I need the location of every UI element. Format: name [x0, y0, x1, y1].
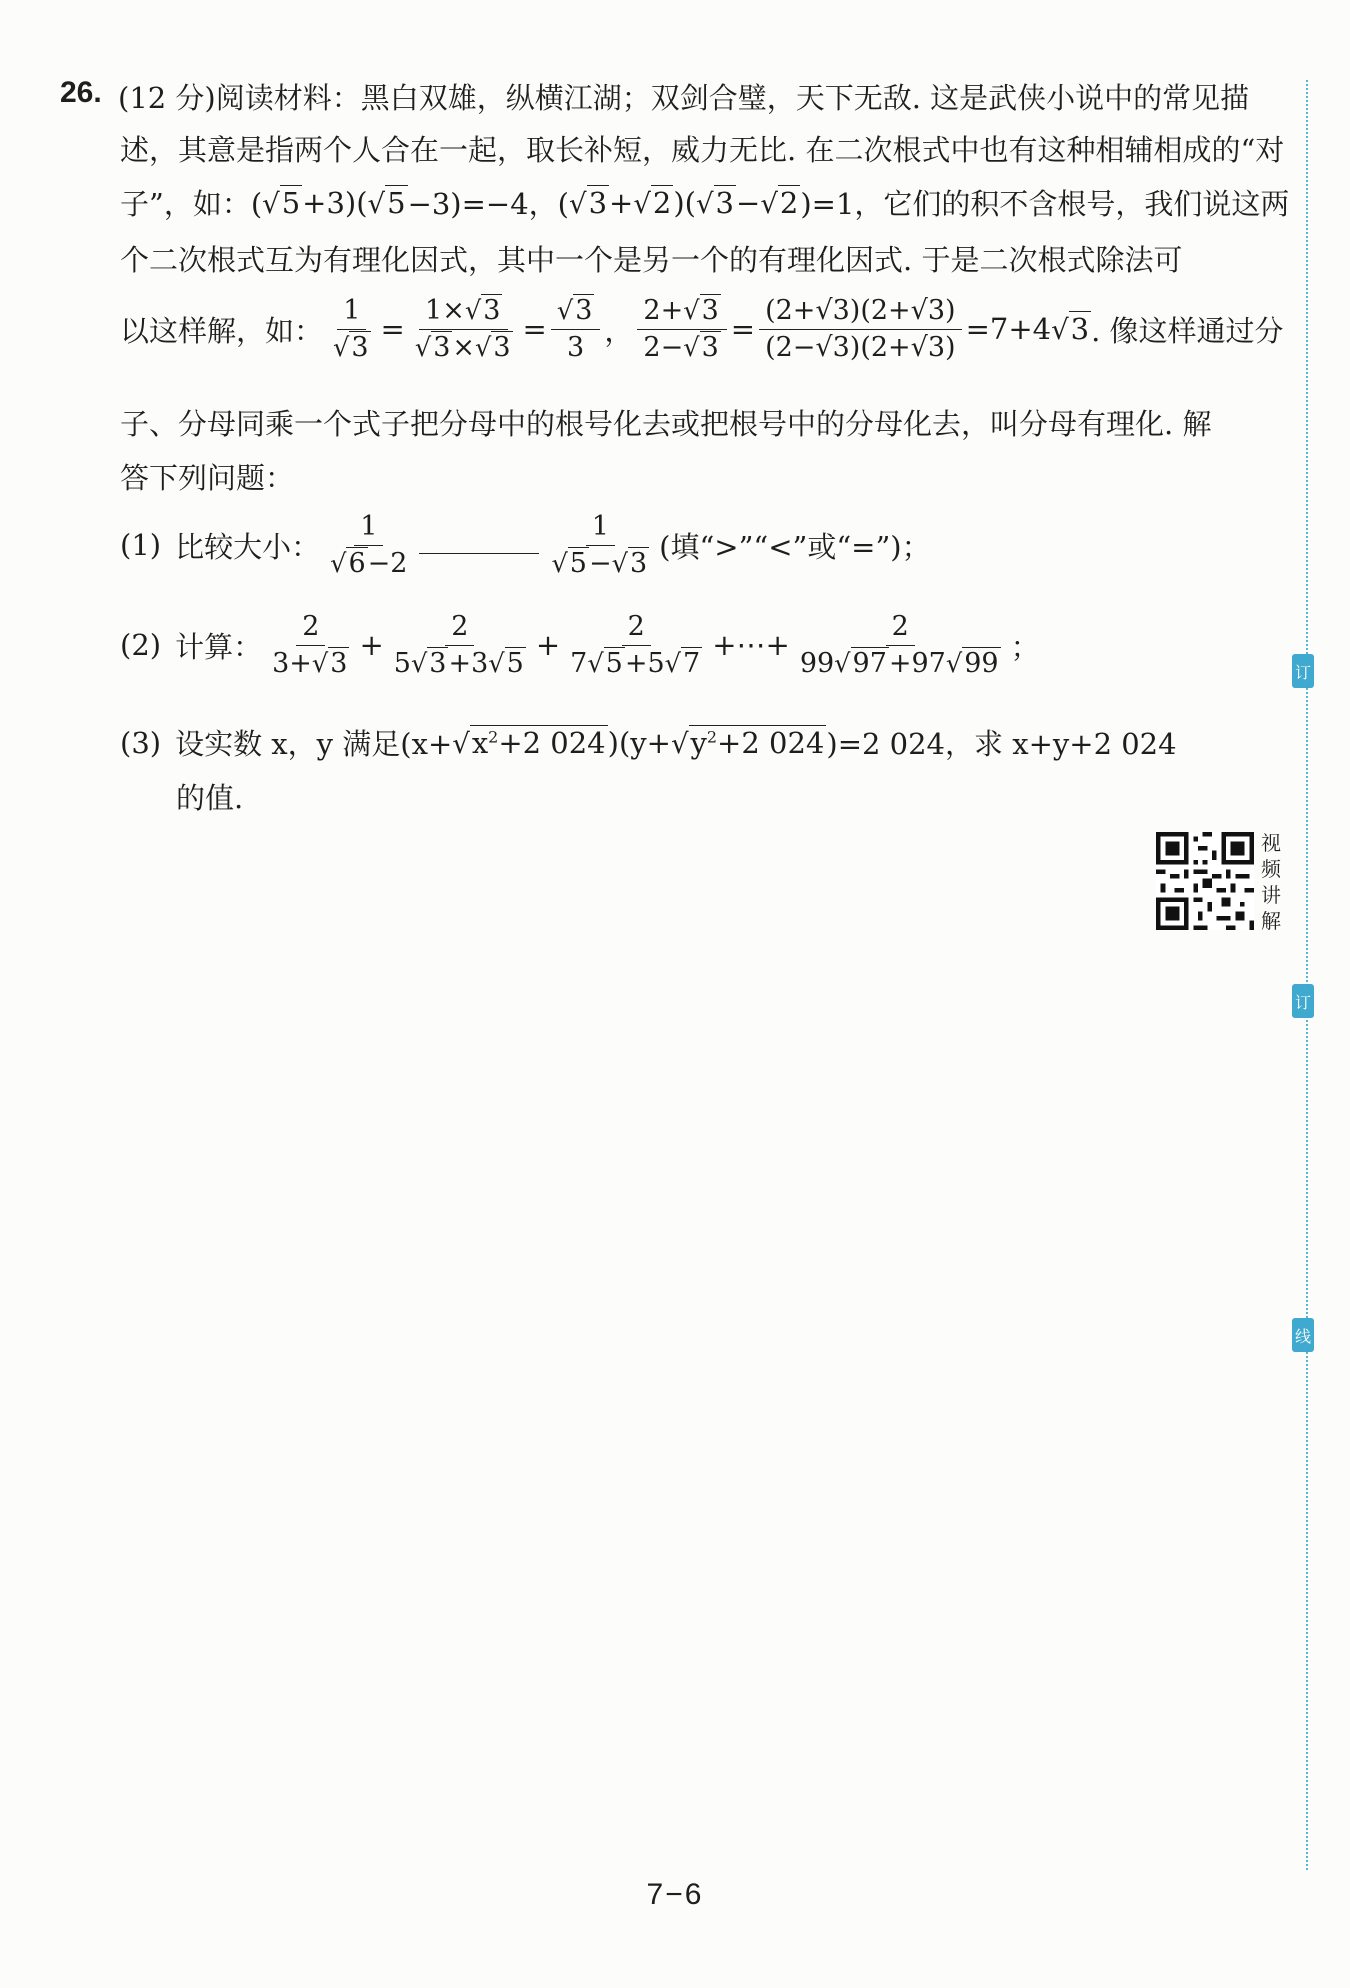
denominator: 7√5+5√7	[570, 647, 701, 679]
qr-caption	[1258, 830, 1284, 934]
comma: ，	[604, 313, 634, 348]
radicand: 2	[652, 185, 672, 220]
side-tab: 线	[1292, 1318, 1314, 1352]
part-label: (2)	[120, 628, 162, 663]
fraction	[324, 512, 413, 578]
part-1	[120, 512, 1276, 578]
part-3	[120, 722, 1276, 763]
qr-caption-char: 频	[1261, 857, 1281, 881]
plus: +	[359, 628, 384, 663]
fraction	[545, 512, 655, 578]
sqrt-expr: √2	[633, 185, 672, 220]
side-tab: 订	[1292, 654, 1314, 688]
fraction	[637, 296, 726, 362]
text: )=2 024，求 x+y+2 024	[826, 727, 1177, 761]
example-line	[120, 295, 1284, 363]
equals: =	[380, 312, 405, 347]
radicand: 3	[588, 185, 608, 220]
numerator: 2	[296, 612, 325, 646]
equals: =	[522, 312, 547, 347]
intro-line-3	[120, 182, 1290, 223]
qr-caption-char: 解	[1261, 909, 1281, 933]
radicand: 2	[779, 185, 799, 220]
denominator: (2−√3)(2+√3)	[765, 331, 956, 363]
text: −3)=−4，(	[407, 187, 569, 221]
radicand: 5	[387, 185, 406, 220]
sqrt-expr: $√x^2+2$ 024	[452, 725, 606, 760]
text: )=1，它们的积不含根号，我们说这两	[800, 187, 1290, 221]
text: 以这样解，如：	[120, 313, 324, 348]
page-number: 7−6	[646, 1878, 704, 1911]
sqrt-expr: √3	[1051, 312, 1090, 347]
sqrt-expr: √5	[262, 185, 301, 220]
answer-blank[interactable]	[419, 553, 539, 554]
denominator: √3×√3	[414, 331, 511, 363]
fraction	[759, 296, 962, 362]
radicand: 3	[715, 185, 734, 220]
side-tab: 订	[1292, 984, 1314, 1018]
sqrt-expr: √3	[569, 185, 608, 220]
intro-line-6: 子、分母同乘一个式子把分母中的根号化去或把根号中的分母化去，叫分母有理化. 解	[120, 407, 1212, 441]
numerator: √3	[551, 296, 601, 330]
numerator: 2	[445, 612, 474, 646]
text: )(	[673, 185, 696, 220]
fraction	[794, 612, 1007, 678]
text: 子”，如：(	[120, 187, 263, 221]
fraction	[388, 612, 532, 678]
question-number: 26.	[60, 76, 102, 109]
sqrt-expr: $√y^2+2$ 024	[670, 725, 825, 760]
text: −	[736, 185, 761, 220]
text: )(y+	[607, 725, 671, 760]
part-2	[120, 612, 1276, 678]
qr-caption-char: 讲	[1261, 883, 1281, 907]
numerator: 1	[586, 512, 615, 546]
intro-line-1: (12 分)阅读材料：黑白双雄，纵横江湖；双剑合璧，天下无敌. 这是武侠小说中的常见描	[118, 81, 1250, 115]
ellipsis: +⋯+	[712, 628, 790, 663]
denominator: √3	[333, 331, 369, 363]
denominator: √6−2	[330, 547, 408, 579]
fraction	[551, 296, 601, 362]
numerator: (2+√3)(2+√3)	[759, 296, 962, 330]
intro-line-4: 个二次根式互为有理化因式，其中一个是另一个的有理化因式. 于是二次根式除法可	[120, 243, 1183, 277]
part-label: (3)	[120, 725, 162, 760]
part-label: (1)	[120, 528, 162, 563]
part-3-line-2: 的值.	[176, 781, 244, 815]
denominator: 2−√3	[643, 331, 719, 363]
plus: +	[535, 628, 561, 663]
intro-line-2: 述，其意是指两个人合在一起，取长补短，威力无比. 在二次根式中也有这种相辅相成的“对	[120, 133, 1285, 167]
intro-line-7: 答下列问题：	[120, 461, 295, 495]
numerator: 1	[354, 512, 383, 546]
fraction	[564, 612, 708, 678]
text: +3)(	[302, 185, 368, 220]
text: 设实数 x，y 满足(x+	[175, 727, 453, 761]
radicand: 5	[281, 185, 301, 220]
qr-caption-char: 视	[1261, 831, 1281, 855]
denominator: 3	[567, 331, 585, 363]
sqrt-expr: √3	[695, 185, 734, 220]
text: 比较大小：	[175, 529, 321, 564]
qr-code-icon[interactable]	[1156, 832, 1254, 930]
sqrt-expr: √5	[367, 185, 406, 220]
equals: =	[730, 312, 756, 347]
denominator: 99√97+97√99	[799, 647, 999, 679]
fraction	[327, 296, 377, 362]
sqrt-expr: √2	[760, 185, 799, 220]
text: 计算：	[175, 629, 263, 664]
numerator: 1×√3	[419, 296, 508, 330]
text: ；	[1010, 629, 1040, 664]
denominator: 3+√3	[272, 647, 348, 679]
binding-line	[1306, 80, 1308, 1870]
text: +	[609, 185, 634, 220]
numerator: 1	[337, 296, 366, 330]
denominator: 5√3+3√5	[393, 647, 524, 679]
numerator: 2	[886, 612, 915, 646]
fraction	[266, 612, 355, 678]
text: =7+4	[965, 312, 1052, 347]
numerator: 2+√3	[637, 296, 726, 330]
text: . 像这样通过分	[1091, 313, 1284, 348]
fraction	[409, 296, 519, 362]
numerator: 2	[622, 612, 651, 646]
denominator: √5−√3	[551, 547, 648, 579]
text: (填“>”“<”或“=”)；	[659, 529, 931, 564]
